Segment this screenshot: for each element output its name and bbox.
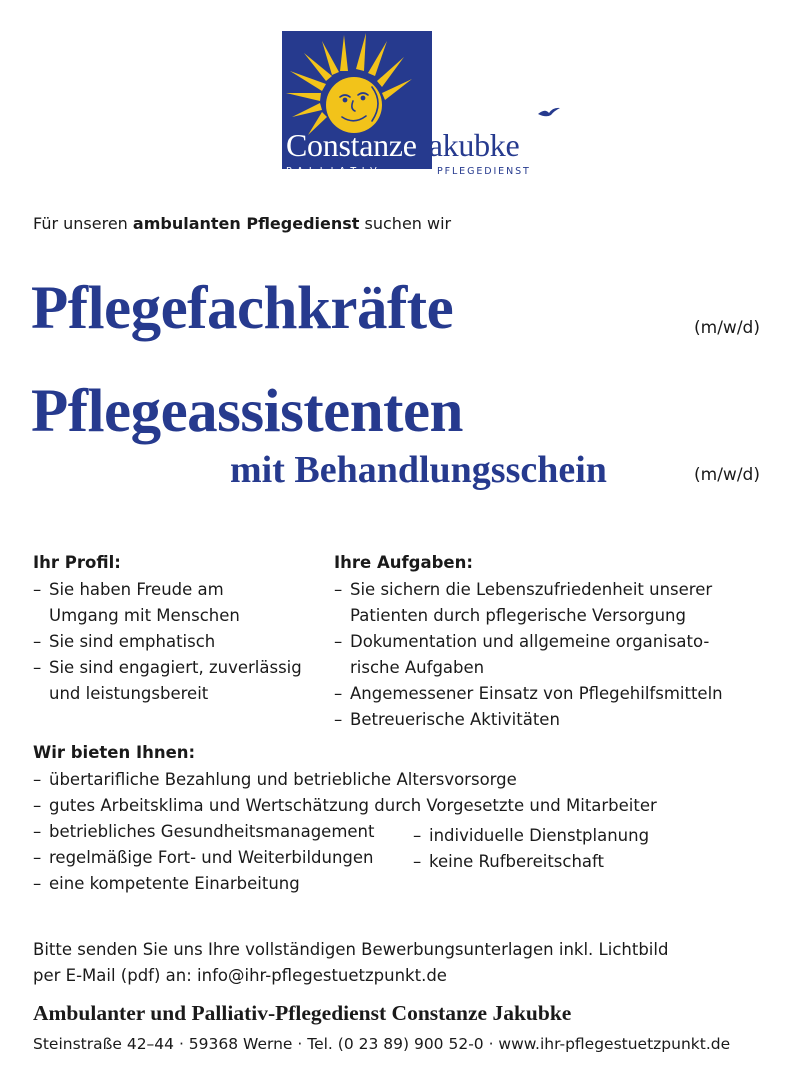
address-line: Steinstraße 42–44 · 59368 Werne · Tel. (0 23 89) 900 52-0 · www.ihr-pflegestuetzpunkt.de — [33, 1035, 731, 1053]
logo-name-first: Constanze — [286, 127, 417, 163]
offers-heading: Wir bieten Ihnen: — [33, 743, 196, 762]
title-pflegeassistenten: Pflegeassistenten — [31, 378, 463, 445]
list-item: – keine Rufbereitschaft — [413, 849, 649, 875]
logo-name-last: Jakubke — [416, 127, 520, 163]
application-line-1: Bitte senden Sie uns Ihre vollständigen Bewerbungsunterlagen inkl. Lichtbild — [33, 940, 669, 959]
tasks-heading: Ihre Aufgaben: — [334, 553, 473, 572]
list-item: – Betreuerische Aktivitäten — [334, 707, 723, 733]
logo-subtitle-palliativ: PALLIATIV — [286, 166, 383, 177]
bird-icon — [537, 106, 561, 120]
profile-heading: Ihr Profil: — [33, 553, 121, 572]
intro-after: suchen wir — [359, 214, 452, 233]
list-item: – Sie sind emphatisch — [33, 629, 302, 655]
list-item: – Angemessener Einsatz von Pflegehilfsmitteln — [334, 681, 723, 707]
logo-name — [286, 127, 519, 164]
gender-note-1: (m/w/d) — [694, 318, 760, 338]
list-item: – übertarifliche Bezahlung und betriebliche Altersvorsorge — [33, 767, 657, 793]
list-item: – regelmäßige Fort- und Weiterbildungen — [33, 845, 657, 871]
profile-list — [33, 577, 302, 707]
title-pflegefachkraefte: Pflegefachkräfte — [31, 275, 454, 342]
intro-text — [33, 214, 451, 233]
list-item: – Dokumentation und allgemeine organisato- rische Aufgaben — [334, 629, 723, 681]
list-item: – gutes Arbeitsklima und Wertschätzung durch Vorgesetzte und Mitarbeiter — [33, 793, 657, 819]
subtitle-behandlungsschein: mit Behandlungsschein — [230, 449, 607, 491]
list-item: – individuelle Dienstplanung — [413, 823, 649, 849]
offers-list-right — [413, 823, 649, 875]
list-item: – Sie sind engagiert, zuverlässig und leistungsbereit — [33, 655, 302, 707]
gender-note-2: (m/w/d) — [694, 465, 760, 485]
company-name: Ambulanter und Palliativ-Pflegedienst Constanze Jakubke — [33, 1001, 572, 1025]
logo-subtitle-pflegedienst: PFLEGEDIENST — [437, 166, 531, 177]
list-item: – Sie haben Freude am Umgang mit Menschen — [33, 577, 302, 629]
list-item: – eine kompetente Einarbeitung — [33, 871, 657, 897]
list-item: – Sie sichern die Lebenszufriedenheit unserer Patienten durch pflegerische Versorgung — [334, 577, 723, 629]
application-line-2: per E-Mail (pdf) an: info@ihr-pflegestuetzpunkt.de — [33, 966, 447, 985]
list-item: – betriebliches Gesundheitsmanagement — [33, 819, 657, 845]
tasks-list — [334, 577, 723, 733]
intro-bold: ambulanten Pflegedienst — [132, 214, 360, 233]
intro-before: Für unseren — [33, 214, 133, 233]
